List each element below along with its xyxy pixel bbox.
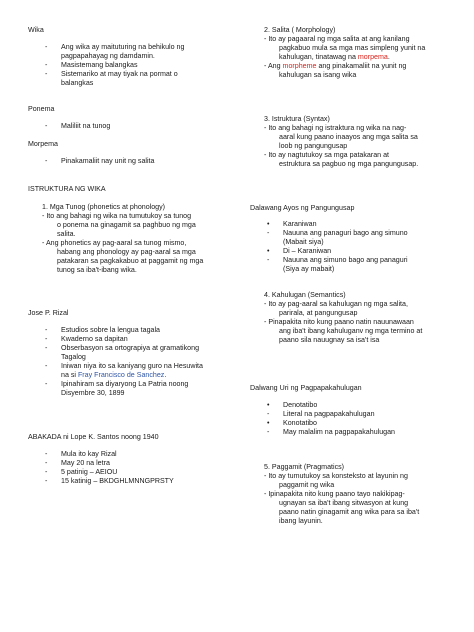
list-item: paano sila nauugnay sa isa't isa bbox=[279, 336, 380, 344]
list-item: Konotatibo bbox=[283, 419, 317, 427]
dash-bullet: - bbox=[45, 157, 48, 165]
list-item: Iniwan niya ito sa kaniyang guro na Hesuwita bbox=[61, 362, 203, 370]
list-item: salita. bbox=[57, 230, 76, 238]
list-item: (Mabait siya) bbox=[283, 238, 324, 246]
list-item: ibang layunin. bbox=[279, 517, 323, 525]
list-item: Denotatibo bbox=[283, 401, 318, 409]
dash-bullet: - bbox=[45, 122, 48, 130]
list-item: Kwaderno sa dapitan bbox=[61, 335, 128, 343]
numbered-item: 3. Istruktura (Syntax) bbox=[264, 115, 330, 123]
list-item: patakaran sa pagkakabuo at paggamit ng mga bbox=[57, 257, 204, 265]
list-item: Mula ito kay Rizal bbox=[61, 450, 117, 458]
list-item bbox=[279, 53, 390, 62]
dash-bullet: - bbox=[45, 43, 48, 51]
wika-heading: Wika bbox=[28, 26, 44, 34]
list-item: May malalim na pagpapakahulugan bbox=[283, 428, 395, 436]
numbered-item: 5. Paggamit (Pragmatics) bbox=[264, 463, 345, 471]
list-item: - Ito ang bahagi ng wika na tumutukoy sa tunog bbox=[42, 212, 192, 220]
bullet-dot: • bbox=[267, 419, 270, 427]
list-item: Di – Karaniwan bbox=[283, 247, 332, 255]
list-item: (Siya ay mabait) bbox=[283, 265, 335, 273]
bullet-dot: • bbox=[267, 401, 270, 409]
dash-bullet: - bbox=[45, 326, 48, 334]
list-item: aaral kung paano inaayos ang mga salita sa bbox=[279, 133, 418, 141]
list-item: o ponema na ginagamit sa paghbuo ng mga bbox=[57, 221, 196, 229]
dash-bullet: - bbox=[45, 362, 48, 370]
list-item: kahulugan sa isang wika bbox=[279, 71, 357, 79]
dash-bullet: - bbox=[267, 428, 270, 436]
list-item: tunog sa iba't-ibang wika. bbox=[57, 266, 137, 274]
dash-bullet: - bbox=[45, 459, 48, 467]
list-item: Ipinahiram sa diyaryong La Patria noong bbox=[61, 380, 189, 388]
list-item: Ang wika ay maituturing na behikulo ng bbox=[61, 43, 185, 51]
list-item: - Pinapakita nito kung paano natin nauunawaan bbox=[264, 318, 414, 326]
list-item: paggamit ng wika bbox=[279, 481, 335, 489]
list-item-text: . bbox=[387, 53, 390, 61]
dash-bullet: - bbox=[45, 61, 48, 69]
list-item: Sistemariko at may tiyak na pormat o bbox=[61, 70, 178, 78]
list-item: pagkabuo mula sa mga mas simpleng yunit na bbox=[279, 44, 426, 52]
dash-bullet: - bbox=[267, 410, 270, 418]
list-item: estruktura sa pagbuo ng mga pangungusap. bbox=[279, 160, 419, 168]
istruktura-heading: ISTRUKTURA NG WIKA bbox=[28, 185, 106, 193]
list-item: paano natin ginagamit ang wika para sa iba't bbox=[279, 508, 420, 516]
dash-bullet: - bbox=[267, 229, 270, 237]
dash-bullet: - bbox=[45, 344, 48, 352]
highlighted-term: morpema bbox=[357, 53, 388, 61]
uri-heading: Dalwang Uri ng Pagpapakahulugan bbox=[250, 384, 362, 392]
list-item: Nauuna ang simuno bago ang panaguri bbox=[283, 256, 408, 264]
list-item: - Ipinapakita nito kung paano tayo nakikipag- bbox=[264, 490, 405, 498]
dash-bullet: - bbox=[45, 477, 48, 485]
list-item: Karaniwan bbox=[283, 220, 317, 228]
bullet-dot: • bbox=[267, 247, 270, 255]
list-item: ang iba't ibang kahuluganv ng mga termino at bbox=[279, 327, 423, 335]
list-item: Literal na pagpapakahulugan bbox=[283, 410, 375, 418]
list-item: 5 patinig – AEIOU bbox=[61, 468, 118, 476]
list-item: 15 katinig – BKDGHLMNNGPRSTY bbox=[61, 477, 174, 485]
list-item-text: . bbox=[164, 371, 167, 379]
highlighted-term: morpheme bbox=[282, 62, 317, 70]
list-item-text: kahulugan, tinatawag na bbox=[279, 53, 358, 61]
abakada-heading: ABAKADA ni Lope K. Santos noong 1940 bbox=[28, 433, 159, 441]
list-item-text: - Ang bbox=[264, 62, 283, 70]
numbered-item: 1. Mga Tunog (phonetics at phonology) bbox=[42, 203, 166, 211]
dash-bullet: - bbox=[45, 450, 48, 458]
list-item: Nauuna ang panaguri bago ang simuno bbox=[283, 229, 408, 237]
list-item bbox=[61, 371, 166, 380]
list-item: - Ito ang bahagi ng istraktura ng wika na nag- bbox=[264, 124, 407, 132]
list-item: Obserbasyon sa ortograpiya at gramatikong bbox=[61, 344, 200, 352]
dash-bullet: - bbox=[45, 380, 48, 388]
list-item-text: ang pinakamaliit na yunit ng bbox=[316, 62, 407, 70]
list-item bbox=[264, 62, 406, 71]
list-item: - Ang phonetics ay pag-aaral sa tunog mismo, bbox=[42, 239, 187, 247]
list-item: ugnayan sa iba't ibang sitwasyon at kung bbox=[279, 499, 409, 507]
list-item: Tagalog bbox=[61, 353, 86, 361]
list-item: Maliliit na tunog bbox=[61, 122, 111, 130]
numbered-item: 4. Kahulugan (Semantics) bbox=[264, 291, 346, 299]
list-item: Pinakamaliit nay unit ng salita bbox=[61, 157, 155, 165]
list-item: - Ito ay pagaaral ng mga salita at ang kanilang bbox=[264, 35, 410, 43]
list-item: - Ito ay tumutukoy sa konsteksto at layunin ng bbox=[264, 472, 408, 480]
dash-bullet: - bbox=[45, 70, 48, 78]
dash-bullet: - bbox=[45, 335, 48, 343]
highlighted-name: Fray Francisco de Sanchez bbox=[77, 371, 165, 379]
list-item: Masistemang balangkas bbox=[61, 61, 138, 69]
dash-bullet: - bbox=[45, 468, 48, 476]
dash-bullet: - bbox=[267, 256, 270, 264]
bullet-dot: • bbox=[267, 220, 270, 228]
list-item: - Ito ay nagtutukoy sa mga patakaran at bbox=[264, 151, 390, 159]
ponema-heading: Ponema bbox=[28, 105, 55, 113]
list-item: Estudios sobre la lengua tagala bbox=[61, 326, 160, 334]
list-item-text: na si bbox=[61, 371, 78, 379]
list-item: habang ang phonology ay pag-aaral sa mga bbox=[57, 248, 196, 256]
list-item: Disyembre 30, 1899 bbox=[61, 389, 125, 397]
morpema-heading: Morpema bbox=[28, 140, 58, 148]
list-item: balangkas bbox=[61, 79, 94, 87]
list-item: May 20 na letra bbox=[61, 459, 110, 467]
list-item: loob ng pangungusap bbox=[279, 142, 348, 150]
list-item: - Ito ay pag-aaral sa kahulugan ng mga salita, bbox=[264, 300, 408, 308]
ayos-heading: Dalawang Ayos ng Pangungusap bbox=[250, 204, 355, 212]
rizal-heading: Jose P. Rizal bbox=[28, 309, 69, 317]
list-item: pagpapahayag ng damdamin. bbox=[61, 52, 155, 60]
list-item: parirala, at pangungusap bbox=[279, 309, 358, 317]
numbered-item: 2. Salita ( Morphology) bbox=[264, 26, 336, 34]
